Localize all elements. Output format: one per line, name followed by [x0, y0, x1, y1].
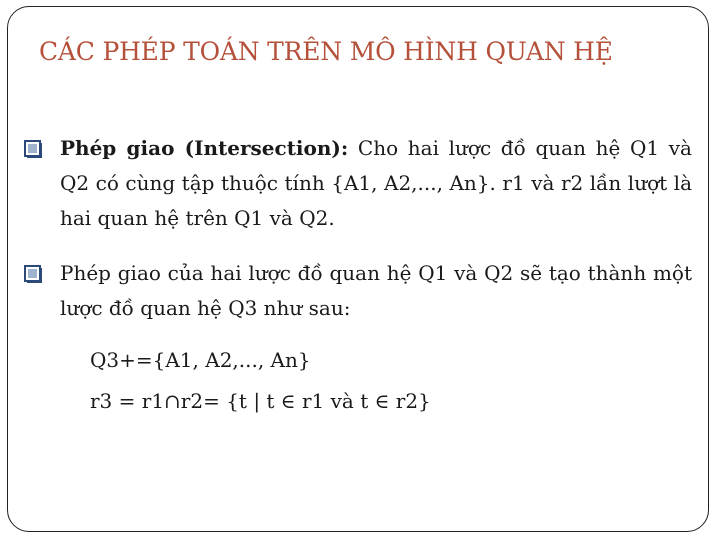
- slide-frame: [7, 6, 709, 532]
- bullet-intersection-definition: [60, 131, 692, 236]
- bullet-text: Phép giao của hai lược đồ quan hệ Q1 và Q2 sẽ tạo thành một lược đồ quan hệ Q3 như sau:: [60, 261, 692, 320]
- checkbox-square-icon: [24, 140, 42, 158]
- slide-title: CÁC PHÉP TOÁN TRÊN MÔ HÌNH QUAN HỆ: [39, 37, 613, 66]
- bullet-text: Cho hai lược đồ quan hệ Q1 và Q2 có cùng tập thuộc tính {A1, A2,..., An}. r1 và r2 lần lượt là hai quan hệ trên Q1 và Q2.: [60, 136, 692, 230]
- formula-q3-attributes: Q3+={A1, A2,..., An}: [90, 348, 311, 372]
- checkbox-square-icon: [24, 265, 42, 283]
- formula-r3-definition: r3 = r1∩r2= {t | t ∈ r1 và t ∈ r2}: [90, 389, 431, 413]
- bullet-bold-term: Phép giao (Intersection):: [60, 136, 349, 160]
- bullet-intersection-result: [60, 256, 692, 326]
